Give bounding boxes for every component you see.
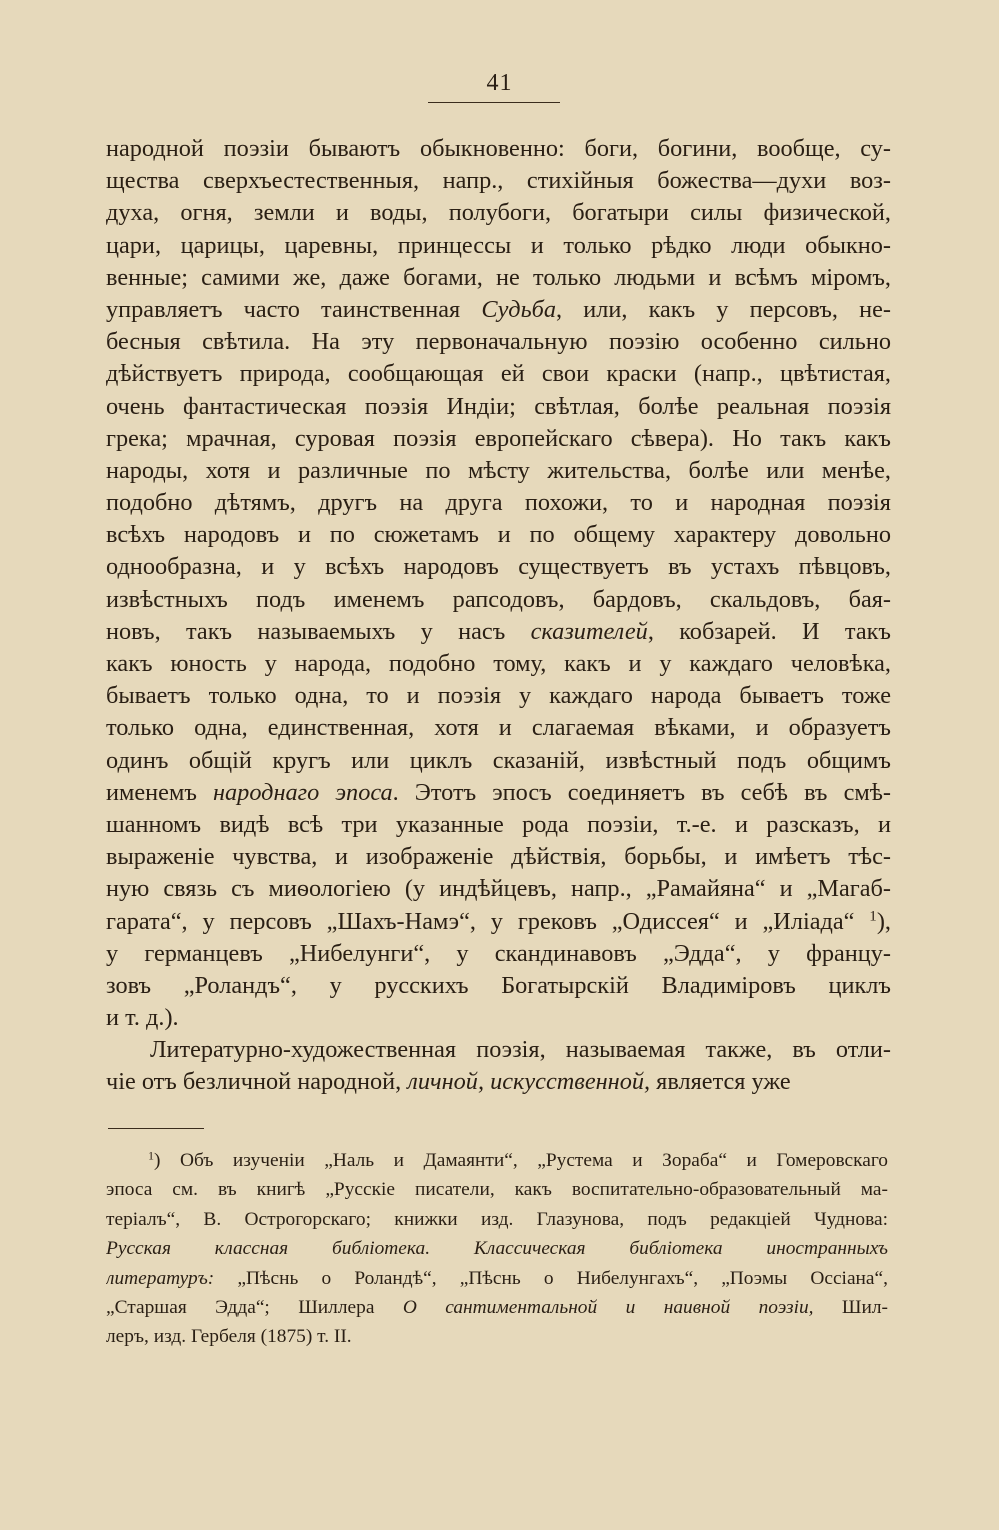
body-line — [106, 230, 891, 262]
text-run: гарата“, у персовъ „Шахъ-Намэ“, у грековъ „Одиссея“ и „Иліада“ — [106, 907, 870, 935]
page-number: 41 — [486, 70, 513, 96]
body-line — [106, 551, 891, 583]
italic-text-run: народнаго эпоса — [212, 778, 393, 806]
text-run: дѣйствуетъ природа, сообщающая ей свои краски (напр., цвѣтистая, — [106, 360, 891, 388]
text-run: ную связь съ миѳологіею (у индѣйцевъ, напр., „Рамайяна“ и „Магаб- — [106, 875, 891, 903]
text-run: , кобзарей. И такъ — [647, 617, 891, 645]
text-run: только одна, единственная, хотя и слагаемая вѣками, и образуетъ — [106, 714, 891, 742]
text-run: выраженіе чувства, и изображеніе дѣйствія, борьбы, и имѣетъ тѣс- — [106, 843, 891, 871]
text-run: цари, царицы, царевны, принцессы и только рѣдко люди обыкно- — [106, 231, 891, 259]
body-line — [106, 906, 891, 938]
footnote-line — [106, 1146, 888, 1175]
body-line — [106, 938, 891, 970]
body-line — [106, 326, 891, 358]
text-run: грека; мрачная, суровая поэзія европейскаго сѣвера). Но такъ какъ — [106, 424, 891, 452]
text-run: , или, какъ у персовъ, не- — [556, 295, 891, 323]
text-run: народной поэзіи бываютъ обыкновенно: боги, богини, вообще, су- — [106, 135, 891, 162]
italic-text-run: сказителей — [530, 617, 648, 645]
text-run: теріалъ“, В. Острогорскаго; книжки изд. Глазунова, подъ редакціей Чуднова: — [106, 1208, 888, 1230]
main-text — [106, 133, 891, 1099]
body-line — [106, 648, 891, 680]
text-run: чіе отъ безличной народной, — [106, 1068, 408, 1096]
footnote-line — [106, 1322, 888, 1351]
footnotes — [106, 1146, 888, 1352]
body-line — [106, 262, 891, 294]
text-run: у германцевъ „Нибелунги“, у скандинавовъ „Эдда“, у францу- — [106, 939, 891, 967]
footnote-line — [106, 1264, 888, 1293]
text-run: является уже — [650, 1068, 791, 1096]
text-run: извѣстныхъ подъ именемъ рапсодовъ, бардовъ, скальдовъ, бая- — [106, 585, 891, 613]
footnote-marker: 1 — [148, 1148, 155, 1163]
body-line — [106, 873, 891, 905]
text-run: зовъ „Роландъ“, у русскихъ Богатырскій Владиміровъ циклъ — [106, 971, 891, 999]
footnote-line — [106, 1234, 888, 1263]
text-run: щества сверхъестественныя, напр., стихійныя божества—духи воз- — [106, 167, 891, 195]
text-run: духа, огня, земли и воды, полубоги, богатыри силы физической, — [106, 199, 891, 227]
body-line — [106, 133, 891, 165]
text-run: одинъ общій кругъ или циклъ сказаній, извѣстный подъ общимъ — [106, 746, 891, 774]
italic-text-run: Русская классная библіотека. Классическая библіотека иностранныхъ — [106, 1238, 888, 1260]
text-run: бываетъ только одна, то и поэзія у каждаго народа бываетъ тоже — [106, 682, 891, 710]
footnote-marker: 1 — [869, 908, 877, 925]
text-run: однообразна, и у всѣхъ народовъ существуетъ въ устахъ пѣвцовъ, — [106, 553, 891, 581]
text-run: „Старшая Эдда“; Шиллера — [106, 1296, 403, 1318]
footnote-line — [106, 1175, 888, 1204]
text-run: леръ, изд. Гербеля (1875) т. II. — [106, 1326, 352, 1348]
text-run: . Этотъ эпосъ соединяетъ въ себѣ въ смѣ- — [392, 778, 891, 806]
body-line — [106, 197, 891, 229]
text-run: эпоса см. въ книгѣ „Русскіе писатели, какъ воспитательно-образовательный ма- — [106, 1179, 888, 1201]
text-run: новъ, такъ называемыхъ у насъ — [106, 617, 531, 645]
body-line — [106, 423, 891, 455]
text-run: венные; самими же, даже богами, не только людьми и всѣмъ міромъ, — [106, 263, 891, 291]
body-line — [106, 1066, 891, 1098]
italic-text-run: личной, искусственной, — [407, 1068, 651, 1096]
body-line — [106, 809, 891, 841]
text-run: Литературно-художественная поэзія, называемая также, въ отли- — [150, 1036, 891, 1064]
text-run: народы, хотя и различные по мѣсту жительства, болѣе или менѣе, — [106, 456, 891, 484]
body-line — [106, 294, 891, 326]
body-line — [106, 584, 891, 616]
text-run: подобно дѣтямъ, другъ на друга похожи, то и народная поэзія — [106, 489, 891, 517]
footnote-line — [106, 1293, 888, 1322]
text-run: ), — [876, 907, 891, 935]
body-line — [106, 841, 891, 873]
italic-text-run: литературъ: — [106, 1267, 215, 1289]
body-line — [106, 745, 891, 777]
body-line — [106, 680, 891, 712]
text-run: всѣхъ народовъ и по сюжетамъ и по общему характеру довольно — [106, 521, 891, 549]
body-line — [106, 165, 891, 197]
text-run: именемъ — [106, 778, 213, 806]
footnote-line — [106, 1205, 888, 1234]
body-line — [106, 455, 891, 487]
body-line — [106, 391, 891, 423]
text-run: „Пѣснь о Роландѣ“, „Пѣснь о Нибелунгахъ“, „Поэмы Оссіана“, — [214, 1267, 888, 1289]
text-run: какъ юность у народа, подобно тому, какъ и у каждаго человѣка, — [106, 650, 891, 677]
text-run: и т. д.). — [106, 1004, 179, 1032]
body-line — [106, 487, 891, 519]
body-line — [106, 358, 891, 390]
text-run: ) Объ изученіи „Наль и Дамаянти“, „Рустема и Зораба“ и Гомеровскаго — [154, 1150, 888, 1171]
body-line — [106, 519, 891, 551]
italic-text-run: Судьба — [481, 295, 556, 323]
text-run: очень фантастическая поэзія Индіи; свѣтлая, болѣе реальная поэзія — [106, 392, 891, 420]
text-run: бесныя свѣтила. На эту первоначальную поэзію особенно сильно — [106, 328, 891, 356]
body-line — [106, 712, 891, 744]
body-line — [106, 970, 891, 1002]
header-rule — [428, 102, 560, 103]
text-run: шанномъ видѣ всѣ три указанные рода поэзіи, т.-е. и разсказъ, и — [106, 810, 891, 838]
body-line — [106, 1002, 891, 1034]
body-line — [106, 777, 891, 809]
footnote-separator — [108, 1128, 204, 1129]
text-run: управляетъ часто таинственная — [106, 295, 482, 323]
italic-text-run: О сантиментальной и наивной поэзіи, — [402, 1296, 814, 1318]
body-line — [106, 1034, 891, 1066]
text-run: Шил- — [813, 1296, 888, 1318]
body-line — [106, 616, 891, 648]
